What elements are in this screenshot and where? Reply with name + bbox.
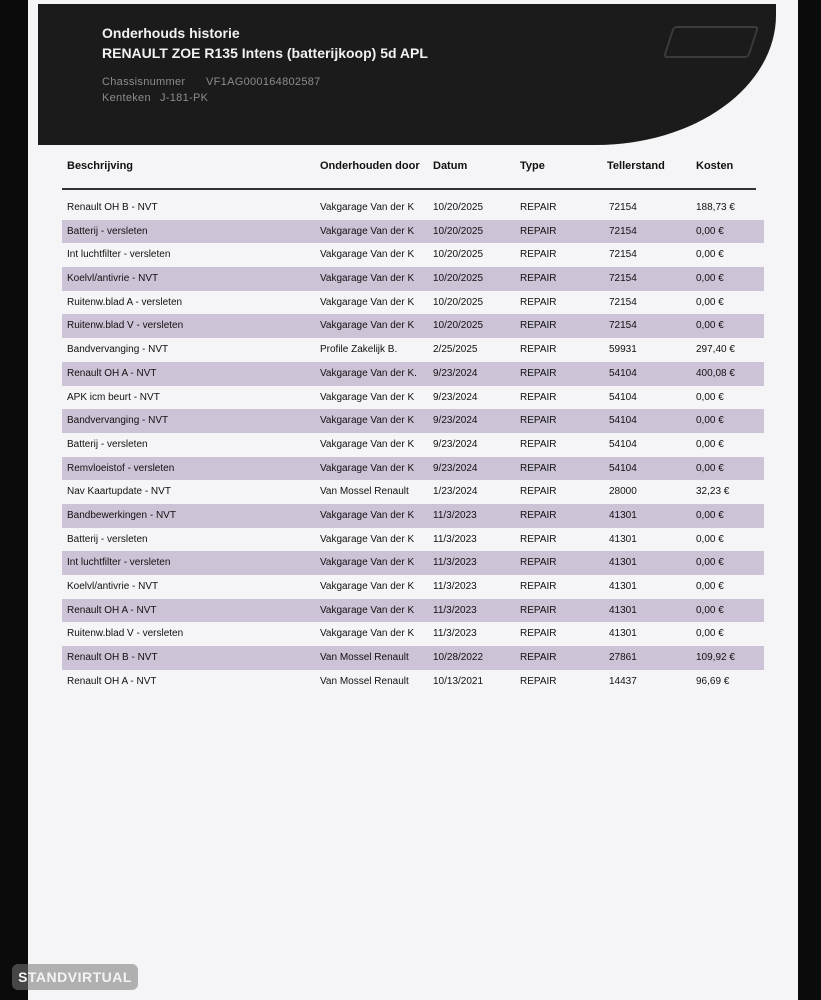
cell-description: Ruitenw.blad A - versleten xyxy=(67,296,183,308)
cell-cost: 0,00 € xyxy=(696,604,724,616)
table-row xyxy=(62,433,764,457)
cell-odometer: 72154 xyxy=(609,273,637,285)
cell-date: 9/23/2024 xyxy=(433,415,478,427)
cell-cost: 96,69 € xyxy=(696,675,730,687)
cell-type: REPAIR xyxy=(520,225,557,237)
cell-maintained-by: Vakgarage Van der K xyxy=(320,438,415,450)
cell-cost: 0,00 € xyxy=(696,581,724,592)
cell-maintained-by: Van Mossel Renault xyxy=(320,486,409,498)
cell-description: Int luchtfilter - versleten xyxy=(67,249,171,261)
column-header-kosten: Kosten xyxy=(696,160,734,172)
cell-cost: 188,73 € xyxy=(696,202,735,213)
chassis-row xyxy=(102,76,321,88)
cell-odometer: 72154 xyxy=(609,202,637,213)
cell-odometer: 41301 xyxy=(609,604,637,616)
cell-type: REPAIR xyxy=(520,652,557,664)
cell-odometer: 41301 xyxy=(609,581,637,592)
cell-type: REPAIR xyxy=(520,438,557,450)
cell-type: REPAIR xyxy=(520,415,557,427)
cell-date: 10/20/2025 xyxy=(433,296,484,308)
cell-odometer: 54104 xyxy=(609,367,637,379)
cell-odometer: 72154 xyxy=(609,249,637,261)
cell-cost: 0,00 € xyxy=(696,273,724,285)
table-row xyxy=(62,291,764,315)
cell-description: Bandbewerkingen - NVT xyxy=(67,509,176,521)
kenteken-value: J-181-PK xyxy=(160,92,209,104)
cell-odometer: 41301 xyxy=(609,509,637,521)
cell-odometer: 14437 xyxy=(609,675,637,687)
cell-description: Nav Kaartupdate - NVT xyxy=(67,486,171,498)
cell-cost: 0,00 € xyxy=(696,320,724,332)
cell-cost: 0,00 € xyxy=(696,391,724,403)
cell-type: REPAIR xyxy=(520,367,557,379)
cell-maintained-by: Vakgarage Van der K xyxy=(320,320,415,332)
table-row xyxy=(62,196,764,220)
cell-cost: 0,00 € xyxy=(696,438,724,450)
cell-date: 1/23/2024 xyxy=(433,486,478,498)
cell-maintained-by: Vakgarage Van der K xyxy=(320,225,415,237)
cell-type: REPAIR xyxy=(520,581,557,592)
cell-odometer: 59931 xyxy=(609,344,637,356)
cell-description: Batterij - versleten xyxy=(67,438,148,450)
cell-description: Int luchtfilter - versleten xyxy=(67,557,171,569)
kenteken-row xyxy=(102,92,208,104)
cell-cost: 0,00 € xyxy=(696,296,724,308)
cell-maintained-by: Vakgarage Van der K xyxy=(320,273,415,285)
cell-maintained-by: Vakgarage Van der K xyxy=(320,391,415,403)
cell-cost: 297,40 € xyxy=(696,344,735,356)
table-row xyxy=(62,599,764,623)
cell-cost: 0,00 € xyxy=(696,249,724,261)
cell-type: REPAIR xyxy=(520,202,557,213)
cell-type: REPAIR xyxy=(520,557,557,569)
cell-maintained-by: Van Mossel Renault xyxy=(320,675,409,687)
cell-description: Renault OH A - NVT xyxy=(67,367,157,379)
table-row xyxy=(62,267,764,291)
page-title: Onderhouds historie xyxy=(102,25,240,41)
table-row xyxy=(62,480,764,504)
cell-maintained-by: Vakgarage Van der K xyxy=(320,604,415,616)
cell-cost: 109,92 € xyxy=(696,652,735,664)
cell-cost: 0,00 € xyxy=(696,628,724,640)
column-header-beschrijving: Beschrijving xyxy=(67,160,134,172)
cell-type: REPAIR xyxy=(520,486,557,498)
cell-date: 11/3/2023 xyxy=(433,533,477,545)
cell-cost: 0,00 € xyxy=(696,509,724,521)
cell-odometer: 72154 xyxy=(609,320,637,332)
cell-odometer: 41301 xyxy=(609,557,637,569)
cell-date: 11/3/2023 xyxy=(433,628,477,640)
table-body xyxy=(62,196,764,693)
cell-date: 9/23/2024 xyxy=(433,367,478,379)
kenteken-label: Kenteken xyxy=(102,92,151,104)
table-row xyxy=(62,362,764,386)
cell-odometer: 41301 xyxy=(609,628,637,640)
cell-description: Batterij - versleten xyxy=(67,225,148,237)
cell-description: Bandvervanging - NVT xyxy=(67,344,169,356)
cell-cost: 400,08 € xyxy=(696,367,735,379)
cell-description: Koelvl/antivrie - NVT xyxy=(67,273,159,285)
cell-maintained-by: Vakgarage Van der K xyxy=(320,462,415,474)
cell-description: APK icm beurt - NVT xyxy=(67,391,160,403)
cell-date: 10/13/2021 xyxy=(433,675,484,687)
cell-date: 9/23/2024 xyxy=(433,438,478,450)
cell-cost: 0,00 € xyxy=(696,557,724,569)
cell-maintained-by: Vakgarage Van der K xyxy=(320,415,415,427)
cell-type: REPAIR xyxy=(520,344,557,356)
table-row xyxy=(62,528,764,552)
cell-type: REPAIR xyxy=(520,628,557,640)
cell-description: Koelvl/antivrie - NVT xyxy=(67,581,159,592)
cell-cost: 0,00 € xyxy=(696,415,724,427)
cell-cost: 0,00 € xyxy=(696,533,724,545)
cell-odometer: 54104 xyxy=(609,462,637,474)
column-header-tellerstand: Tellerstand xyxy=(607,160,665,172)
cell-date: 2/25/2025 xyxy=(433,344,478,356)
cell-odometer: 27861 xyxy=(609,652,637,664)
cell-date: 10/20/2025 xyxy=(433,320,484,332)
column-header-onderhouden-door: Onderhouden door xyxy=(320,160,420,172)
table-row xyxy=(62,551,764,575)
cell-description: Renault OH A - NVT xyxy=(67,675,157,687)
column-header-type: Type xyxy=(520,160,545,172)
cell-description: Ruitenw.blad V - versleten xyxy=(67,628,184,640)
table-row xyxy=(62,386,764,410)
cell-date: 9/23/2024 xyxy=(433,391,478,403)
cell-maintained-by: Vakgarage Van der K xyxy=(320,202,415,213)
cell-maintained-by: Vakgarage Van der K xyxy=(320,557,415,569)
cell-maintained-by: Vakgarage Van der K. xyxy=(320,367,417,379)
cell-type: REPAIR xyxy=(520,273,557,285)
table-row xyxy=(62,670,764,694)
cell-type: REPAIR xyxy=(520,249,557,261)
column-header-datum: Datum xyxy=(433,160,468,172)
cell-description: Renault OH B - NVT xyxy=(67,202,158,213)
table-row xyxy=(62,314,764,338)
cell-maintained-by: Vakgarage Van der K xyxy=(320,533,415,545)
cell-maintained-by: Vakgarage Van der K xyxy=(320,296,415,308)
cell-odometer: 28000 xyxy=(609,486,637,498)
table-row xyxy=(62,457,764,481)
cell-description: Ruitenw.blad V - versleten xyxy=(67,320,184,332)
cell-type: REPAIR xyxy=(520,533,557,545)
maintenance-table xyxy=(62,152,764,693)
cell-type: REPAIR xyxy=(520,391,557,403)
cell-cost: 32,23 € xyxy=(696,486,730,498)
cell-cost: 0,00 € xyxy=(696,462,724,474)
cell-odometer: 54104 xyxy=(609,415,637,427)
cell-type: REPAIR xyxy=(520,675,557,687)
cell-type: REPAIR xyxy=(520,462,557,474)
cell-date: 11/3/2023 xyxy=(433,509,477,521)
cell-description: Bandvervanging - NVT xyxy=(67,415,169,427)
cell-description: Renault OH B - NVT xyxy=(67,652,158,664)
cell-type: REPAIR xyxy=(520,320,557,332)
cell-type: REPAIR xyxy=(520,604,557,616)
cell-date: 9/23/2024 xyxy=(433,462,478,474)
cell-maintained-by: Van Mossel Renault xyxy=(320,652,409,664)
cell-date: 10/20/2025 xyxy=(433,273,484,285)
cell-description: Renault OH A - NVT xyxy=(67,604,157,616)
cell-date: 10/28/2022 xyxy=(433,652,484,664)
cell-date: 10/20/2025 xyxy=(433,202,484,213)
cell-odometer: 72154 xyxy=(609,296,637,308)
table-row xyxy=(62,409,764,433)
cell-cost: 0,00 € xyxy=(696,225,724,237)
cell-description: Batterij - versleten xyxy=(67,533,148,545)
cell-date: 11/3/2023 xyxy=(433,604,477,616)
chassis-value: VF1AG000164802587 xyxy=(206,76,321,88)
cell-maintained-by: Profile Zakelijk B. xyxy=(320,344,398,356)
table-row xyxy=(62,243,764,267)
vehicle-subtitle: RENAULT ZOE R135 Intens (batterijkoop) 5d APL xyxy=(102,45,428,61)
cell-maintained-by: Vakgarage Van der K xyxy=(320,509,415,521)
cell-description: Remvloeistof - versleten xyxy=(67,462,175,474)
table-header xyxy=(62,152,756,190)
cell-odometer: 54104 xyxy=(609,438,637,450)
cell-maintained-by: Vakgarage Van der K xyxy=(320,249,415,261)
table-row xyxy=(62,622,764,646)
chassis-label: Chassisnummer xyxy=(102,76,186,88)
cell-type: REPAIR xyxy=(520,296,557,308)
cell-date: 10/20/2025 xyxy=(433,249,484,261)
cell-odometer: 54104 xyxy=(609,391,637,403)
table-row xyxy=(62,646,764,670)
cell-date: 10/20/2025 xyxy=(433,225,484,237)
brand-logo-icon xyxy=(663,26,759,58)
table-row xyxy=(62,220,764,244)
watermark: STANDVIRTUAL xyxy=(12,964,138,990)
cell-date: 11/3/2023 xyxy=(433,581,477,592)
cell-date: 11/3/2023 xyxy=(433,557,477,569)
table-row xyxy=(62,575,764,599)
cell-maintained-by: Vakgarage Van der K xyxy=(320,581,415,592)
cell-maintained-by: Vakgarage Van der K xyxy=(320,628,415,640)
cell-odometer: 72154 xyxy=(609,225,637,237)
cell-type: REPAIR xyxy=(520,509,557,521)
cell-odometer: 41301 xyxy=(609,533,637,545)
table-row xyxy=(62,338,764,362)
table-row xyxy=(62,504,764,528)
